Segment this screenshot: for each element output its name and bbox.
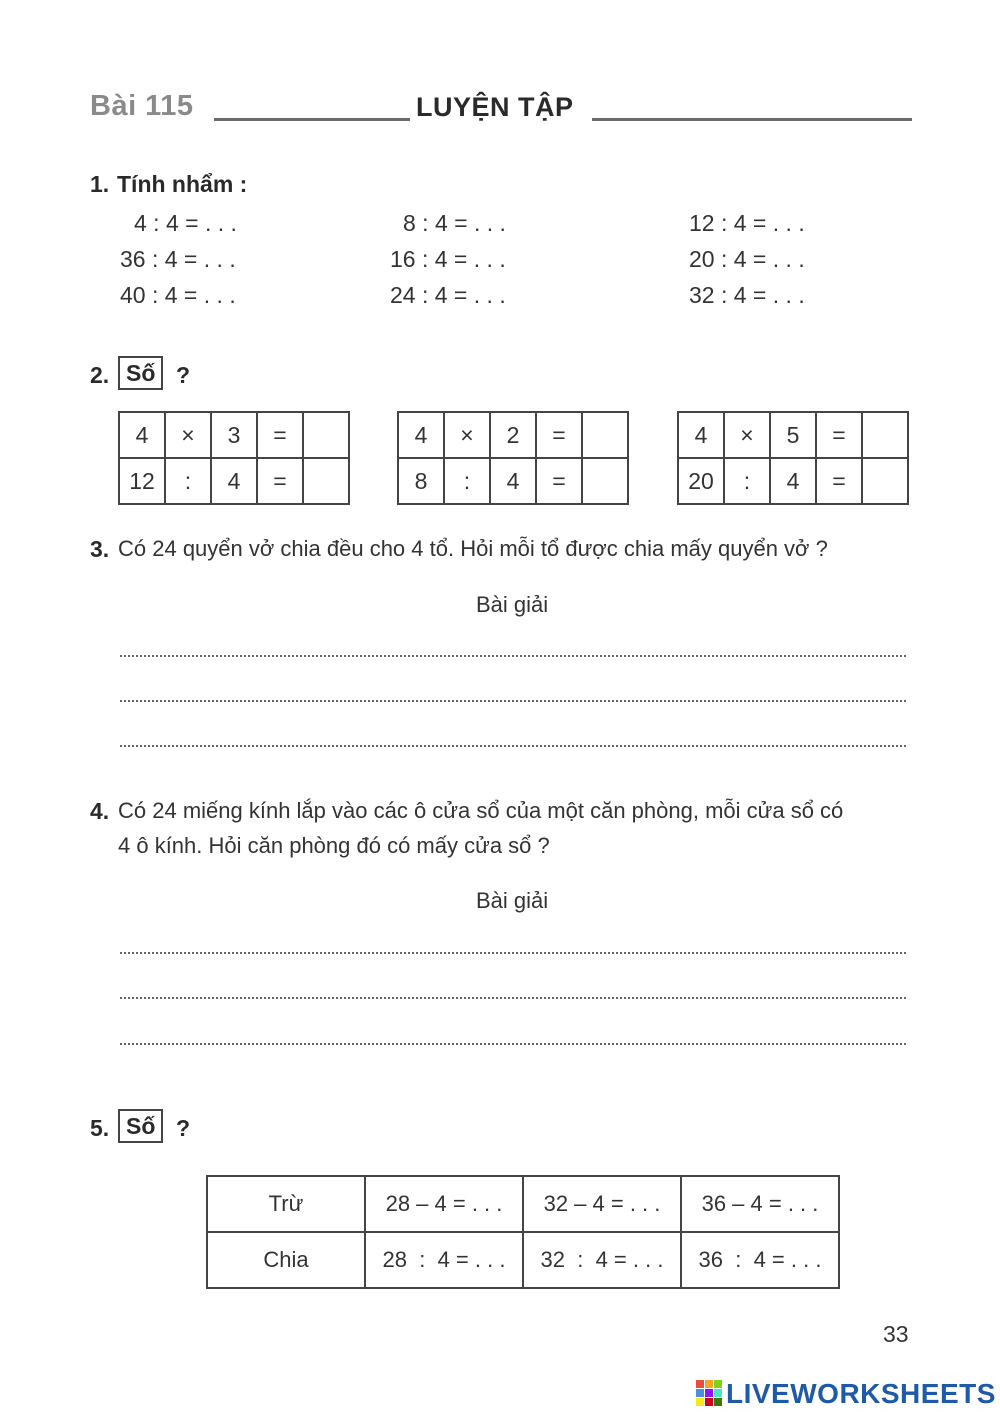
ex2-t3-r1-c3: 5 bbox=[770, 412, 816, 458]
ex2-t1-answer-2[interactable] bbox=[303, 458, 349, 504]
so-box: Số bbox=[118, 356, 163, 390]
ex5-row-divide bbox=[207, 1232, 839, 1288]
ex1-item-2-1: 8 : 4 = . . . bbox=[403, 210, 506, 236]
ex4-answer-line-3[interactable] bbox=[120, 1043, 906, 1045]
ex2-t2-answer-1[interactable] bbox=[582, 412, 628, 458]
ex5-cell[interactable]: 36 : 4 = . . . bbox=[681, 1232, 839, 1288]
ex5-cell[interactable]: 32 – 4 = . . . bbox=[523, 1176, 681, 1232]
exercise-4-solution-heading: Bài giải bbox=[476, 888, 549, 913]
lesson-number: Bài 115 bbox=[90, 90, 194, 122]
ex2-t3-r2-c2: : bbox=[724, 458, 770, 504]
ex2-table-2 bbox=[397, 411, 629, 505]
exercise-1-title: Tính nhẩm : bbox=[117, 171, 248, 197]
ex2-t2-r2-c3: 4 bbox=[490, 458, 536, 504]
ex2-t2-r1-c3: 2 bbox=[490, 412, 536, 458]
exercise-4-number: 4. bbox=[90, 798, 110, 824]
ex1-item-1-1: 4 : 4 = . . . bbox=[134, 210, 237, 236]
exercise-3-text: Có 24 quyển vở chia đều cho 4 tổ. Hỏi mỗi tổ được chia mấy quyển vở ? bbox=[118, 536, 828, 561]
ex1-item-3-1: 12 : 4 = . . . bbox=[689, 210, 805, 236]
exercise-3-solution-heading: Bài giải bbox=[476, 592, 549, 617]
exercise-3-number: 3. bbox=[90, 536, 110, 562]
ex5-row-subtract bbox=[207, 1176, 839, 1232]
ex2-t3-r2-c4: = bbox=[816, 458, 862, 504]
ex2-t3-answer-1[interactable] bbox=[862, 412, 908, 458]
liveworksheets-logo-icon bbox=[696, 1380, 722, 1406]
ex2-t2-answer-2[interactable] bbox=[582, 458, 628, 504]
ex2-t2-r1-c4: = bbox=[536, 412, 582, 458]
exercise-4-text-line-2: 4 ô kính. Hỏi căn phòng đó có mấy cửa sổ ? bbox=[118, 833, 550, 858]
ex3-answer-line-3[interactable] bbox=[120, 745, 906, 747]
ex2-t3-r1-c4: = bbox=[816, 412, 862, 458]
ex1-item-2-3: 24 : 4 = . . . bbox=[390, 282, 506, 308]
ex5-row-label: Trừ bbox=[207, 1176, 365, 1232]
ex5-cell[interactable]: 36 – 4 = . . . bbox=[681, 1176, 839, 1232]
ex5-table bbox=[206, 1175, 840, 1289]
ex2-t3-r1-c1: 4 bbox=[678, 412, 724, 458]
exercise-1-number: 1. bbox=[90, 171, 110, 197]
ex2-t2-r2-c4: = bbox=[536, 458, 582, 504]
ex5-cell[interactable]: 32 : 4 = . . . bbox=[523, 1232, 681, 1288]
exercise-2-label bbox=[118, 356, 163, 390]
exercise-2-number: 2. bbox=[90, 362, 110, 388]
ex2-t2-r1-c2: × bbox=[444, 412, 490, 458]
ex2-t3-r2-c1: 20 bbox=[678, 458, 724, 504]
ex2-t1-r2-c4: = bbox=[257, 458, 303, 504]
ex2-t1-r1-c1: 4 bbox=[119, 412, 165, 458]
ex1-item-1-3: 40 : 4 = . . . bbox=[120, 282, 236, 308]
ex2-t1-r1-c4: = bbox=[257, 412, 303, 458]
exercise-4-text-line-1: Có 24 miếng kính lắp vào các ô cửa sổ của một căn phòng, mỗi cửa sổ có bbox=[118, 798, 844, 823]
ex4-answer-line-2[interactable] bbox=[120, 997, 906, 999]
brand-name: LIVEWORKSHEETS bbox=[726, 1378, 996, 1409]
ex1-item-2-2: 16 : 4 = . . . bbox=[390, 246, 506, 272]
ex2-t2-r2-c2: : bbox=[444, 458, 490, 504]
page-title: LUYỆN TẬP bbox=[416, 92, 574, 122]
page-number: 33 bbox=[883, 1321, 909, 1347]
ex3-answer-line-2[interactable] bbox=[120, 700, 906, 702]
ex2-t3-r2-c3: 4 bbox=[770, 458, 816, 504]
ex2-t3-r1-c2: × bbox=[724, 412, 770, 458]
ex2-t1-r2-c2: : bbox=[165, 458, 211, 504]
exercise-5-question-mark: ? bbox=[176, 1115, 191, 1141]
ex3-answer-line-1[interactable] bbox=[120, 655, 906, 657]
ex1-item-3-2: 20 : 4 = . . . bbox=[689, 246, 805, 272]
ex1-item-1-2: 36 : 4 = . . . bbox=[120, 246, 236, 272]
ex2-t2-r1-c1: 4 bbox=[398, 412, 444, 458]
ex2-t1-r1-c3: 3 bbox=[211, 412, 257, 458]
so-box: Số bbox=[118, 1109, 163, 1143]
header-rule-left bbox=[214, 118, 410, 121]
exercise-2-question-mark: ? bbox=[176, 362, 191, 388]
header-rule-right bbox=[592, 118, 912, 121]
exercise-5-number: 5. bbox=[90, 1115, 110, 1141]
ex2-t3-answer-2[interactable] bbox=[862, 458, 908, 504]
ex2-t1-r2-c3: 4 bbox=[211, 458, 257, 504]
ex2-t1-answer-1[interactable] bbox=[303, 412, 349, 458]
ex1-item-3-3: 32 : 4 = . . . bbox=[689, 282, 805, 308]
ex2-t1-r2-c1: 12 bbox=[119, 458, 165, 504]
ex2-table-3 bbox=[677, 411, 909, 505]
exercise-5-label bbox=[118, 1109, 163, 1143]
ex4-answer-line-1[interactable] bbox=[120, 952, 906, 954]
ex2-t2-r2-c1: 8 bbox=[398, 458, 444, 504]
ex5-cell[interactable]: 28 : 4 = . . . bbox=[365, 1232, 523, 1288]
ex2-table-1 bbox=[118, 411, 350, 505]
ex5-row-label: Chia bbox=[207, 1232, 365, 1288]
ex5-cell[interactable]: 28 – 4 = . . . bbox=[365, 1176, 523, 1232]
ex2-t1-r1-c2: × bbox=[165, 412, 211, 458]
